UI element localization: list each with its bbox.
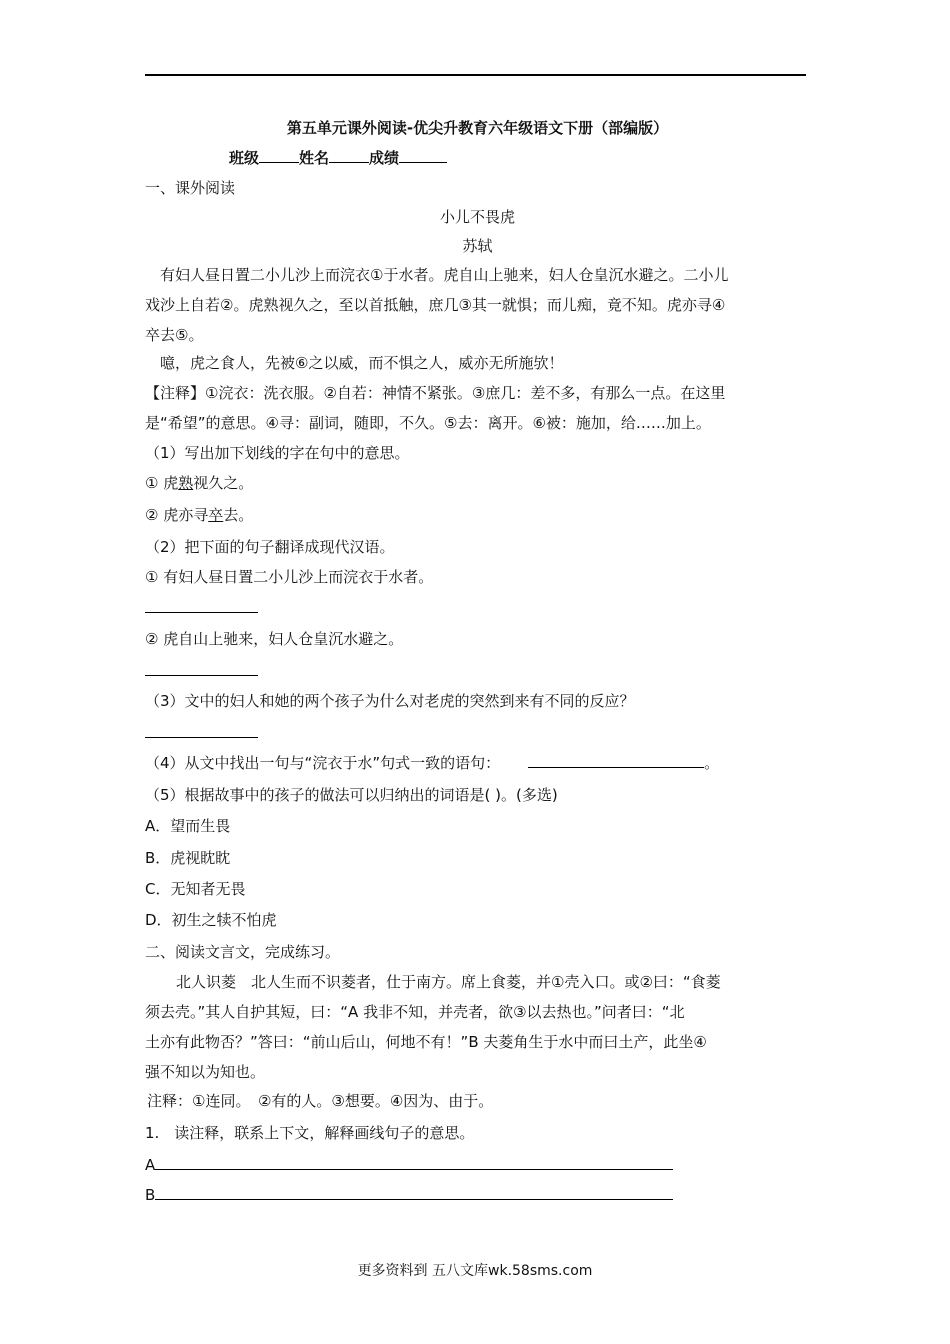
- score-blank[interactable]: [399, 148, 447, 163]
- answer-blank[interactable]: [528, 753, 704, 768]
- question-1: （1）写出加下划线的字在句中的意思。: [145, 444, 410, 462]
- answer-blank[interactable]: [155, 1185, 673, 1200]
- section2-question-1: 1. 读注释，联系上下文，解释画线句子的意思。: [145, 1124, 475, 1142]
- section1-heading: 一、课外阅读: [145, 179, 236, 197]
- question-2: （2）把下面的句子翻译成现代汉语。: [145, 538, 395, 556]
- story-author: 苏轼: [462, 237, 493, 255]
- passage-line: 强不知以为知也。: [145, 1063, 266, 1081]
- question-text: 。: [704, 754, 720, 772]
- story-paragraph-line: 戏沙上自若②。虎熟视久之，至以首抵触，庶几③其一就惧；而儿痴，竟不知。虎亦寻④: [145, 296, 726, 314]
- header-rule: [145, 74, 806, 76]
- option-d[interactable]: D．初生之犊不怕虎: [145, 911, 277, 929]
- answer-line-a: [145, 1155, 810, 1175]
- answer-label: B: [145, 1186, 156, 1204]
- question-1-item-b: [145, 505, 810, 525]
- question-5: （5）根据故事中的孩子的做法可以归纳出的词语是( )。(多选): [145, 786, 558, 804]
- answer-blank[interactable]: [155, 1155, 673, 1170]
- question-4: [145, 753, 810, 773]
- question-2-item-a: ① 有妇人昼日置二小儿沙上而浣衣于水者。: [145, 568, 434, 586]
- question-1-item-a: [145, 473, 810, 493]
- class-blank[interactable]: [259, 148, 299, 163]
- name-blank[interactable]: [329, 148, 369, 163]
- story-title: 小儿不畏虎: [439, 208, 515, 226]
- answer-blank[interactable]: [145, 737, 258, 738]
- name-label: 姓名: [299, 149, 330, 167]
- item-text: 视久之。: [193, 474, 254, 492]
- story-paragraph-line: 卒去⑤。: [145, 326, 204, 344]
- answer-blank[interactable]: [145, 612, 258, 613]
- student-info-line: [229, 148, 894, 168]
- item-text: ② 虎亦寻: [145, 506, 209, 524]
- item-text: 去。: [223, 506, 254, 524]
- footer-text: 更多资料到 五八文库wk.58sms.com: [357, 1263, 593, 1279]
- document-title: 第五单元课外阅读-优尖升教育六年级语文下册（部编版）: [286, 119, 669, 137]
- passage-line: 土亦有此物否？”答曰：“前山后山，何地不有！”B 夫菱角生于水中而曰土产，此坐④: [145, 1033, 707, 1051]
- passage-line: 北人识菱 北人生而不识菱者，仕于南方。席上食菱，并①壳入口。或②曰：“食菱: [176, 973, 721, 991]
- annotation-line: 【注释】①浣衣：洗衣服。②自若：神情不紧张。③庶几：差不多，有那么一点。在这里: [145, 384, 726, 402]
- passage-line: 须去壳。”其人自护其短，曰：“A 我非不知，并壳者，欲③以去热也。”问者曰：“北: [145, 1003, 685, 1021]
- option-b[interactable]: B．虎视眈眈: [145, 849, 231, 867]
- section2-heading: 二、阅读文言文，完成练习。: [145, 943, 341, 961]
- answer-label: A: [145, 1156, 156, 1174]
- answer-blank[interactable]: [145, 675, 258, 676]
- question-text: （4）从文中找出一句与“浣衣于水”句式一致的语句：: [145, 754, 501, 772]
- underlined-char: 卒: [208, 506, 224, 524]
- option-c[interactable]: C．无知者无畏: [145, 880, 246, 898]
- question-2-item-b: ② 虎自山上驰来，妇人仓皇沉水避之。: [145, 630, 404, 648]
- story-paragraph-line: 有妇人昼日置二小儿沙上而浣衣①于水者。虎自山上驰来，妇人仓皇沉水避之。二小儿: [160, 266, 729, 284]
- story-paragraph-2: 噫，虎之食人，先被⑥之以威，而不惧之人，威亦无所施欤！: [160, 354, 564, 372]
- passage-notes: 注释：①连同。 ②有的人。③想要。④因为、由于。: [147, 1092, 494, 1110]
- score-label: 成绩: [369, 149, 400, 167]
- option-a[interactable]: A．望而生畏: [145, 817, 231, 835]
- question-3: （3）文中的妇人和她的两个孩子为什么对老虎的突然到来有不同的反应？: [145, 692, 635, 710]
- item-text: ① 虎: [145, 474, 179, 492]
- class-label: 班级: [229, 149, 260, 167]
- annotation-line: 是“希望”的意思。④寻：副词，随即，不久。⑤去：离开。⑥被：施加，给……加上。: [145, 414, 711, 432]
- underlined-char: 熟: [178, 474, 194, 492]
- answer-line-b: [145, 1185, 810, 1205]
